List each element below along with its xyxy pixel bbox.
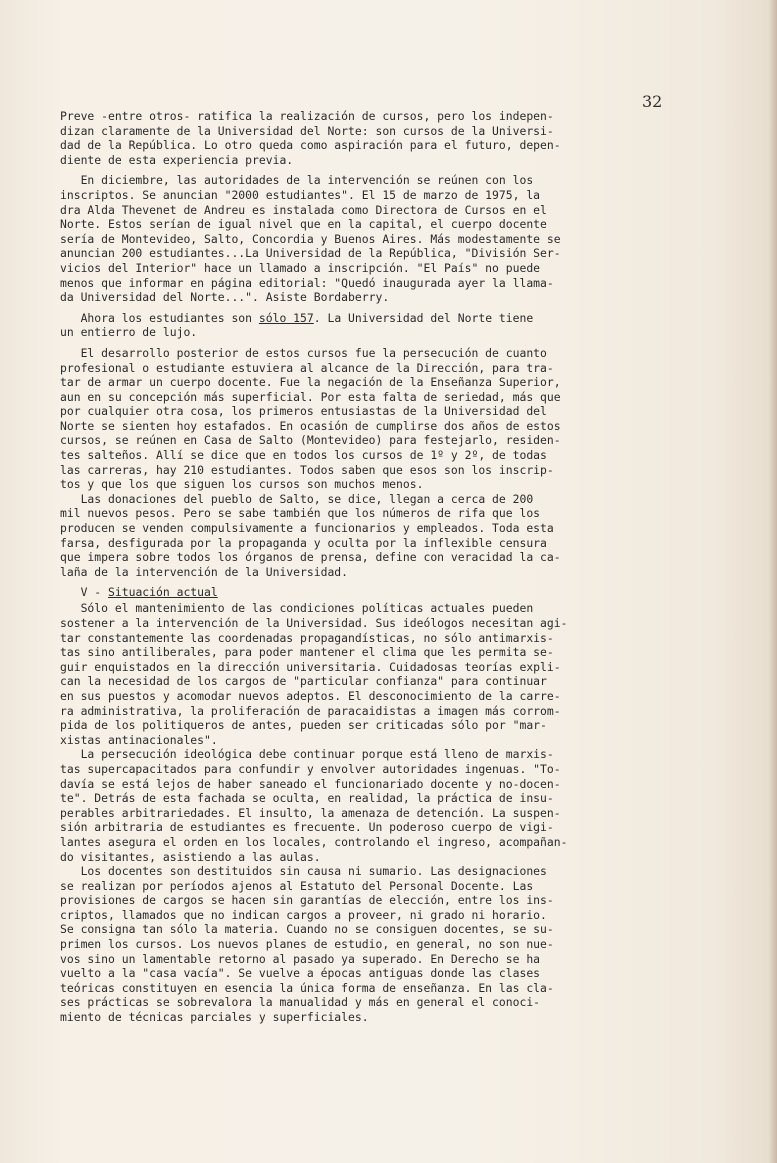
text-line: lantes asegura el orden en los locales, controlando el ingreso, acompañan- bbox=[60, 834, 568, 849]
text-line: pida de los politiqueros de antes, pueden ser criticadas sólo por "mar- bbox=[60, 718, 547, 733]
text-line: vuelto a la "casa vacía". Se vuelve a épocas antiguas donde las clases bbox=[60, 966, 541, 981]
text-line bbox=[60, 311, 708, 326]
text-line: criptos, llamados que no indican cargos a proveer, ni grado ni horario. bbox=[60, 907, 547, 922]
text-line: En diciembre, las autoridades de la intervención se reúnen con los bbox=[60, 173, 534, 188]
text-line: tar de armar un cuerpo docente. Fue la negación de la Enseñanza Superior, bbox=[60, 375, 561, 390]
text-line: do visitantes, asistiendo a las aulas. bbox=[60, 849, 321, 864]
text-line: por cualquier otra cosa, los primeros entusiastas de la Universidad del bbox=[60, 404, 547, 419]
text-line: producen se venden compulsivamente a funcionarios y empleados. Toda esta bbox=[60, 521, 554, 536]
section-prefix: V - bbox=[60, 585, 109, 600]
paragraph-5 bbox=[60, 601, 708, 1024]
text-line: miento de técnicas parciales y superficiales. bbox=[60, 1010, 369, 1025]
paragraph-3 bbox=[60, 311, 708, 340]
text-line: aun en su concepción más superficial. Por esta falta de seriedad, más que bbox=[60, 389, 561, 404]
text-line: mil nuevos pesos. Pero se sabe también que los números de rifa que los bbox=[60, 506, 541, 521]
text-line: can la necesidad de los cargos de "particular confianza" para continuar bbox=[60, 674, 547, 689]
section-heading bbox=[60, 585, 708, 601]
paragraph-4 bbox=[60, 346, 708, 580]
text-line: que impera sobre todos los órganos de prensa, define con veracidad la ca- bbox=[60, 550, 561, 565]
text-line: dad de la República. Lo otro queda como aspiración para el futuro, depen- bbox=[60, 138, 561, 153]
text-line: Preve -entre otros- ratifica la realización de cursos, pero los indepen- bbox=[60, 109, 554, 123]
text-line: laña de la intervención de la Universidad. bbox=[60, 564, 349, 579]
text-line: sión arbitraria de estudiantes es frecuente. Un poderoso cuerpo de vigi- bbox=[60, 820, 554, 835]
text-line: tas sino antiliberales, para poder mantener el clima que les permita se- bbox=[60, 645, 554, 660]
text-line: anuncian 200 estudiantes...La Universidad de la República, "División Ser- bbox=[60, 246, 561, 261]
text-line: dra Alda Thevenet de Andreu es instalada como Directora de Cursos en el bbox=[60, 202, 547, 217]
body-text bbox=[60, 109, 708, 1025]
text-line: se realizan por períodos ajenos al Estatuto del Personal Docente. Las bbox=[60, 878, 534, 893]
text-line: profesional o estudiante estuviera al alcance de la Dirección, para tra- bbox=[60, 360, 554, 375]
text-line: teóricas constituyen en esencia la única forma de enseñanza. En las cla- bbox=[60, 980, 554, 995]
text-line: Se consigna tan sólo la materia. Cuando no se consiguen docentes, se su- bbox=[60, 922, 554, 937]
text-line: xistas antinacionales". bbox=[60, 732, 218, 747]
section-title: Situación actual bbox=[108, 585, 218, 600]
text-line bbox=[60, 585, 708, 600]
paragraph-2 bbox=[60, 173, 708, 304]
text-line: provisiones de cargos se hacen sin garantías de elección, entre los ins- bbox=[60, 893, 554, 908]
text-line: diente de esta experiencia previa. bbox=[60, 152, 294, 167]
text-line: ra administrativa, la proliferación de paracaidistas a imagen más corrom- bbox=[60, 703, 561, 718]
text-line: perables arbitrariedades. El insulto, la amenaza de detención. La suspen- bbox=[60, 805, 561, 820]
text-line: guir enquistados en la dirección universitaria. Cuidadosas teorías expli- bbox=[60, 659, 561, 674]
text-line: menos que informar en página editorial: "Quedó inaugurada ayer la llama- bbox=[60, 275, 554, 290]
text-line: primen los cursos. Los nuevos planes de estudio, en general, no son nue- bbox=[60, 937, 554, 952]
text-line: sostener a la intervención de la Universidad. Sus ideólogos necesitan agi- bbox=[60, 616, 568, 630]
text-line: da Universidad del Norte...". Asiste Bordaberry. bbox=[60, 290, 390, 305]
text-line: tas supercapacitados para confundir y envolver autoridades ingenuas. "To- bbox=[60, 761, 561, 776]
text-line: tar constantemente las coordenadas propagandísticas, no sólo antimarxis- bbox=[60, 630, 554, 645]
text-line: un entierro de lujo. bbox=[60, 325, 198, 340]
text-line: te". Detrás de esta fachada se oculta, en realidad, la práctica de insu- bbox=[60, 791, 554, 806]
text-line: El desarrollo posterior de estos cursos fue la persecución de cuanto bbox=[60, 345, 547, 360]
text-line: Norte. Estos serían de igual nivel que en la capital, el cuerpo docente bbox=[60, 217, 547, 232]
text-line: La persecución ideológica debe continuar porque está lleno de marxis- bbox=[60, 747, 554, 762]
text-line: las carreras, hay 210 estudiantes. Todos saben que esos son los inscrip- bbox=[60, 462, 554, 477]
text-line: Norte se sienten hoy estafados. En ocasión de cumplirse dos años de estos bbox=[60, 418, 561, 433]
text-line: davía se está lejos de haber saneado el funcionariado docente y no-docen- bbox=[60, 776, 561, 791]
text-line: farsa, desfigurada por la propaganda y oculta por la inflexible censura bbox=[60, 535, 547, 550]
text-line: cursos, se reúnen en Casa de Salto (Montevideo) para festejarlo, residen- bbox=[60, 433, 561, 448]
text-fragment: . La Universidad del Norte tiene bbox=[313, 310, 534, 325]
text-fragment: Ahora los estudiantes son bbox=[60, 310, 259, 325]
text-line: ses prácticas se sobrevalora la manualidad y más en general el conoci- bbox=[60, 995, 541, 1010]
paragraph-1 bbox=[60, 109, 708, 167]
text-line: vicios del Interior" hace un llamado a inscripción. "El País" no puede bbox=[60, 260, 541, 275]
text-line: tos y que los que siguen los cursos son muchos menos. bbox=[60, 477, 424, 492]
text-line: Los docentes son destituidos sin causa ni sumario. Las designaciones bbox=[60, 864, 547, 879]
page-edge bbox=[769, 0, 777, 1163]
text-line: Sólo el mantenimiento de las condiciones políticas actuales pueden bbox=[60, 601, 534, 616]
underlined-number: sólo 157 bbox=[258, 310, 314, 325]
text-line: tes salteños. Allí se dice que en todos los cursos de 1º y 2º, de todas bbox=[60, 448, 547, 463]
text-line: sería de Montevideo, Salto, Concordia y Buenos Aires. Más modestamente se bbox=[60, 231, 561, 246]
text-line: inscriptos. Se anuncian "2000 estudiantes". El 15 de marzo de 1975, la bbox=[60, 187, 541, 202]
page-number: 32 bbox=[642, 92, 663, 111]
text-line: en sus puestos y acomodar nuevos adeptos. El desconocimiento de la carre- bbox=[60, 688, 561, 703]
text-line: dizan claramente de la Universidad del Norte: son cursos de la Universi- bbox=[60, 123, 554, 138]
text-line: vos sino un lamentable retorno al pasado ya superado. En Derecho se ha bbox=[60, 951, 541, 966]
text-line: Las donaciones del pueblo de Salto, se dice, llegan a cerca de 200 bbox=[60, 491, 534, 506]
